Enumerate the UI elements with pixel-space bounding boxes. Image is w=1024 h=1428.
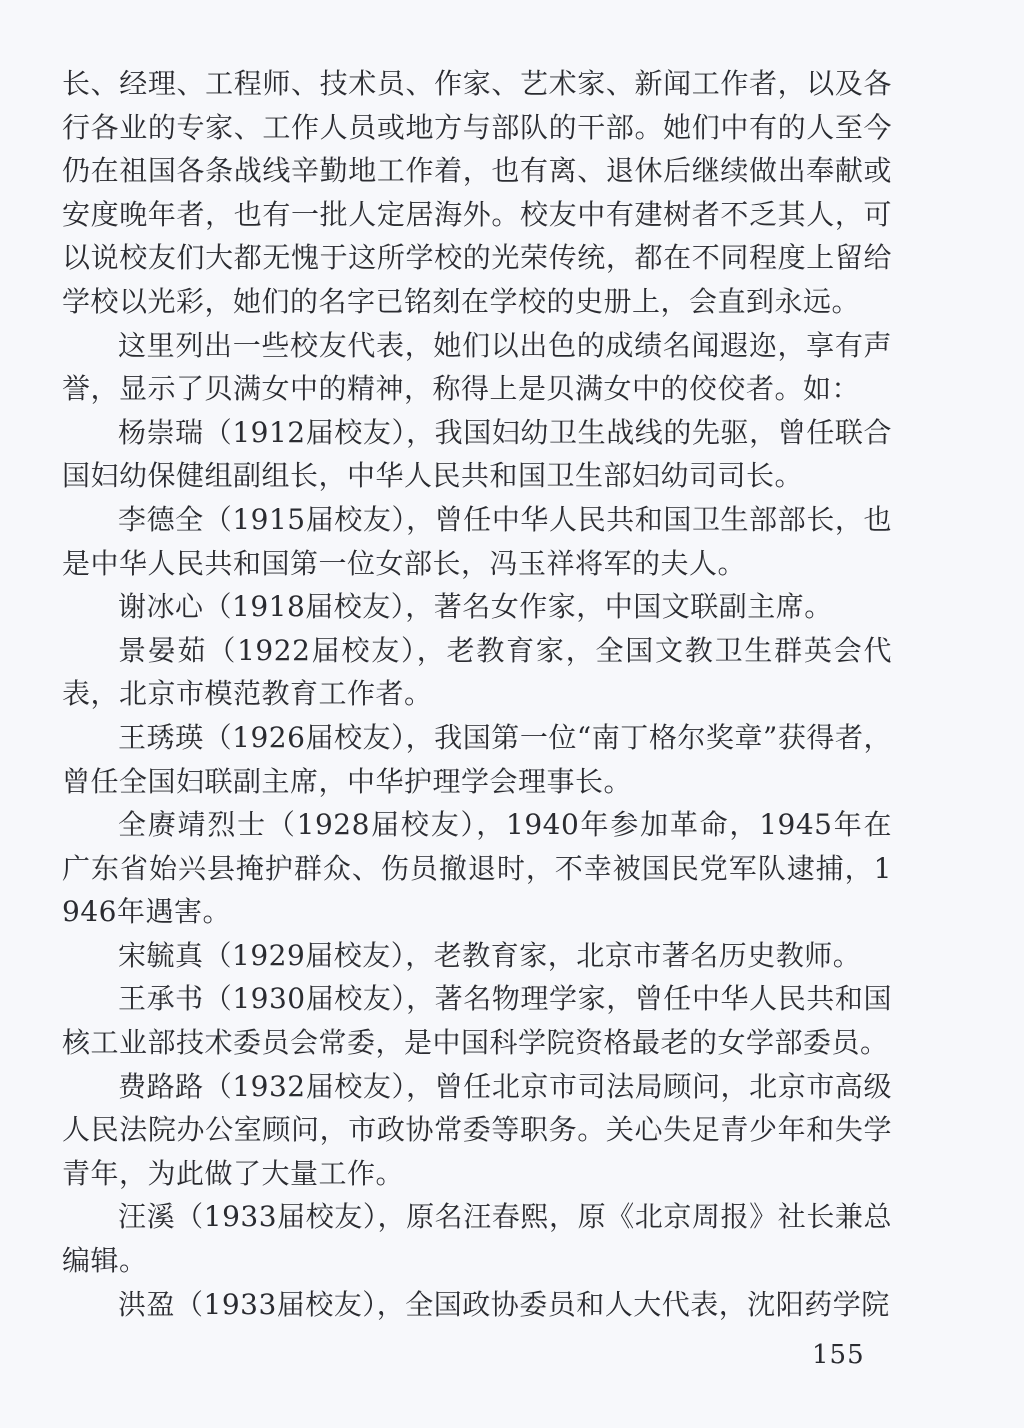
paragraph-alumna-song: 宋毓真（1929届校友），老教育家，北京市著名历史教师。 xyxy=(118,938,862,972)
paragraph-alumna-wang-xiuying: 王琇瑛（1926届校友），我国第一位“南丁格尔奖章”获得者，曾任全国妇联副主席，中华护理学会理事长。 xyxy=(62,720,892,798)
paragraph-continued: 长、经理、工程师、技术员、作家、艺术家、新闻工作者，以及各行各业的专家、工作人员或地方与部队的干部。她们中有的人至今仍在祖国各条战线辛勤地工作着，也有离、退休后继续做出奉献或安度晚年者，也有一批人定居海外。校友中有建树者不乏其人，可以说校友们大都无愧于这所学校的光荣传统，都在不同程度上留给学校以光彩，她们的名字已铭刻在学校的史册上，会直到永远。 xyxy=(62,67,892,318)
paragraph-intro-list: 这里列出一些校友代表，她们以出色的成绩名闻遐迩，享有声誉，显示了贝满女中的精神，称得上是贝满女中的佼佼者。如： xyxy=(62,328,892,406)
paragraph-alumna-jing: 景晏茹（1922届校友），老教育家，全国文教卫生群英会代表，北京市模范教育工作者。 xyxy=(62,633,892,711)
paragraph-alumna-fei: 费路路（1932届校友），曾任北京市司法局顾问，北京市高级人民法院办公室顾问，市政协常委等职务。关心失足青少年和失学青年，为此做了大量工作。 xyxy=(62,1069,892,1190)
page-number: 155 xyxy=(812,1340,865,1370)
paragraph-alumna-quan: 全赓靖烈士（1928届校友），1940年参加革命，1945年在广东省始兴县掩护群众、伤员撤退时，不幸被国民党军队逮捕，1946年遇害。 xyxy=(62,808,892,929)
paragraph-alumna-yang: 杨崇瑞（1912届校友），我国妇幼卫生战线的先驱，曾任联合国妇幼保健组副组长，中华人民共和国卫生部妇幼司司长。 xyxy=(62,415,892,493)
paragraph-alumna-xie: 谢冰心（1918届校友），著名女作家，中国文联副主席。 xyxy=(118,590,833,624)
paragraph-alumna-hong: 洪盈（1933届校友），全国政协委员和人大代表，沈阳药学院 xyxy=(118,1287,890,1321)
paragraph-alumna-li: 李德全（1915届校友），曾任中华人民共和国卫生部部长，也是中华人民共和国第一位女部长，冯玉祥将军的夫人。 xyxy=(62,502,892,580)
paragraph-alumna-wang-xi: 汪溪（1933届校友），原名汪春熙，原《北京周报》社长兼总编辑。 xyxy=(62,1200,892,1278)
body-text xyxy=(62,62,892,1326)
paragraph-alumna-wang-chengshu: 王承书（1930届校友），著名物理学家，曾任中华人民共和国核工业部技术委员会常委，是中国科学院资格最老的女学部委员。 xyxy=(62,982,892,1060)
